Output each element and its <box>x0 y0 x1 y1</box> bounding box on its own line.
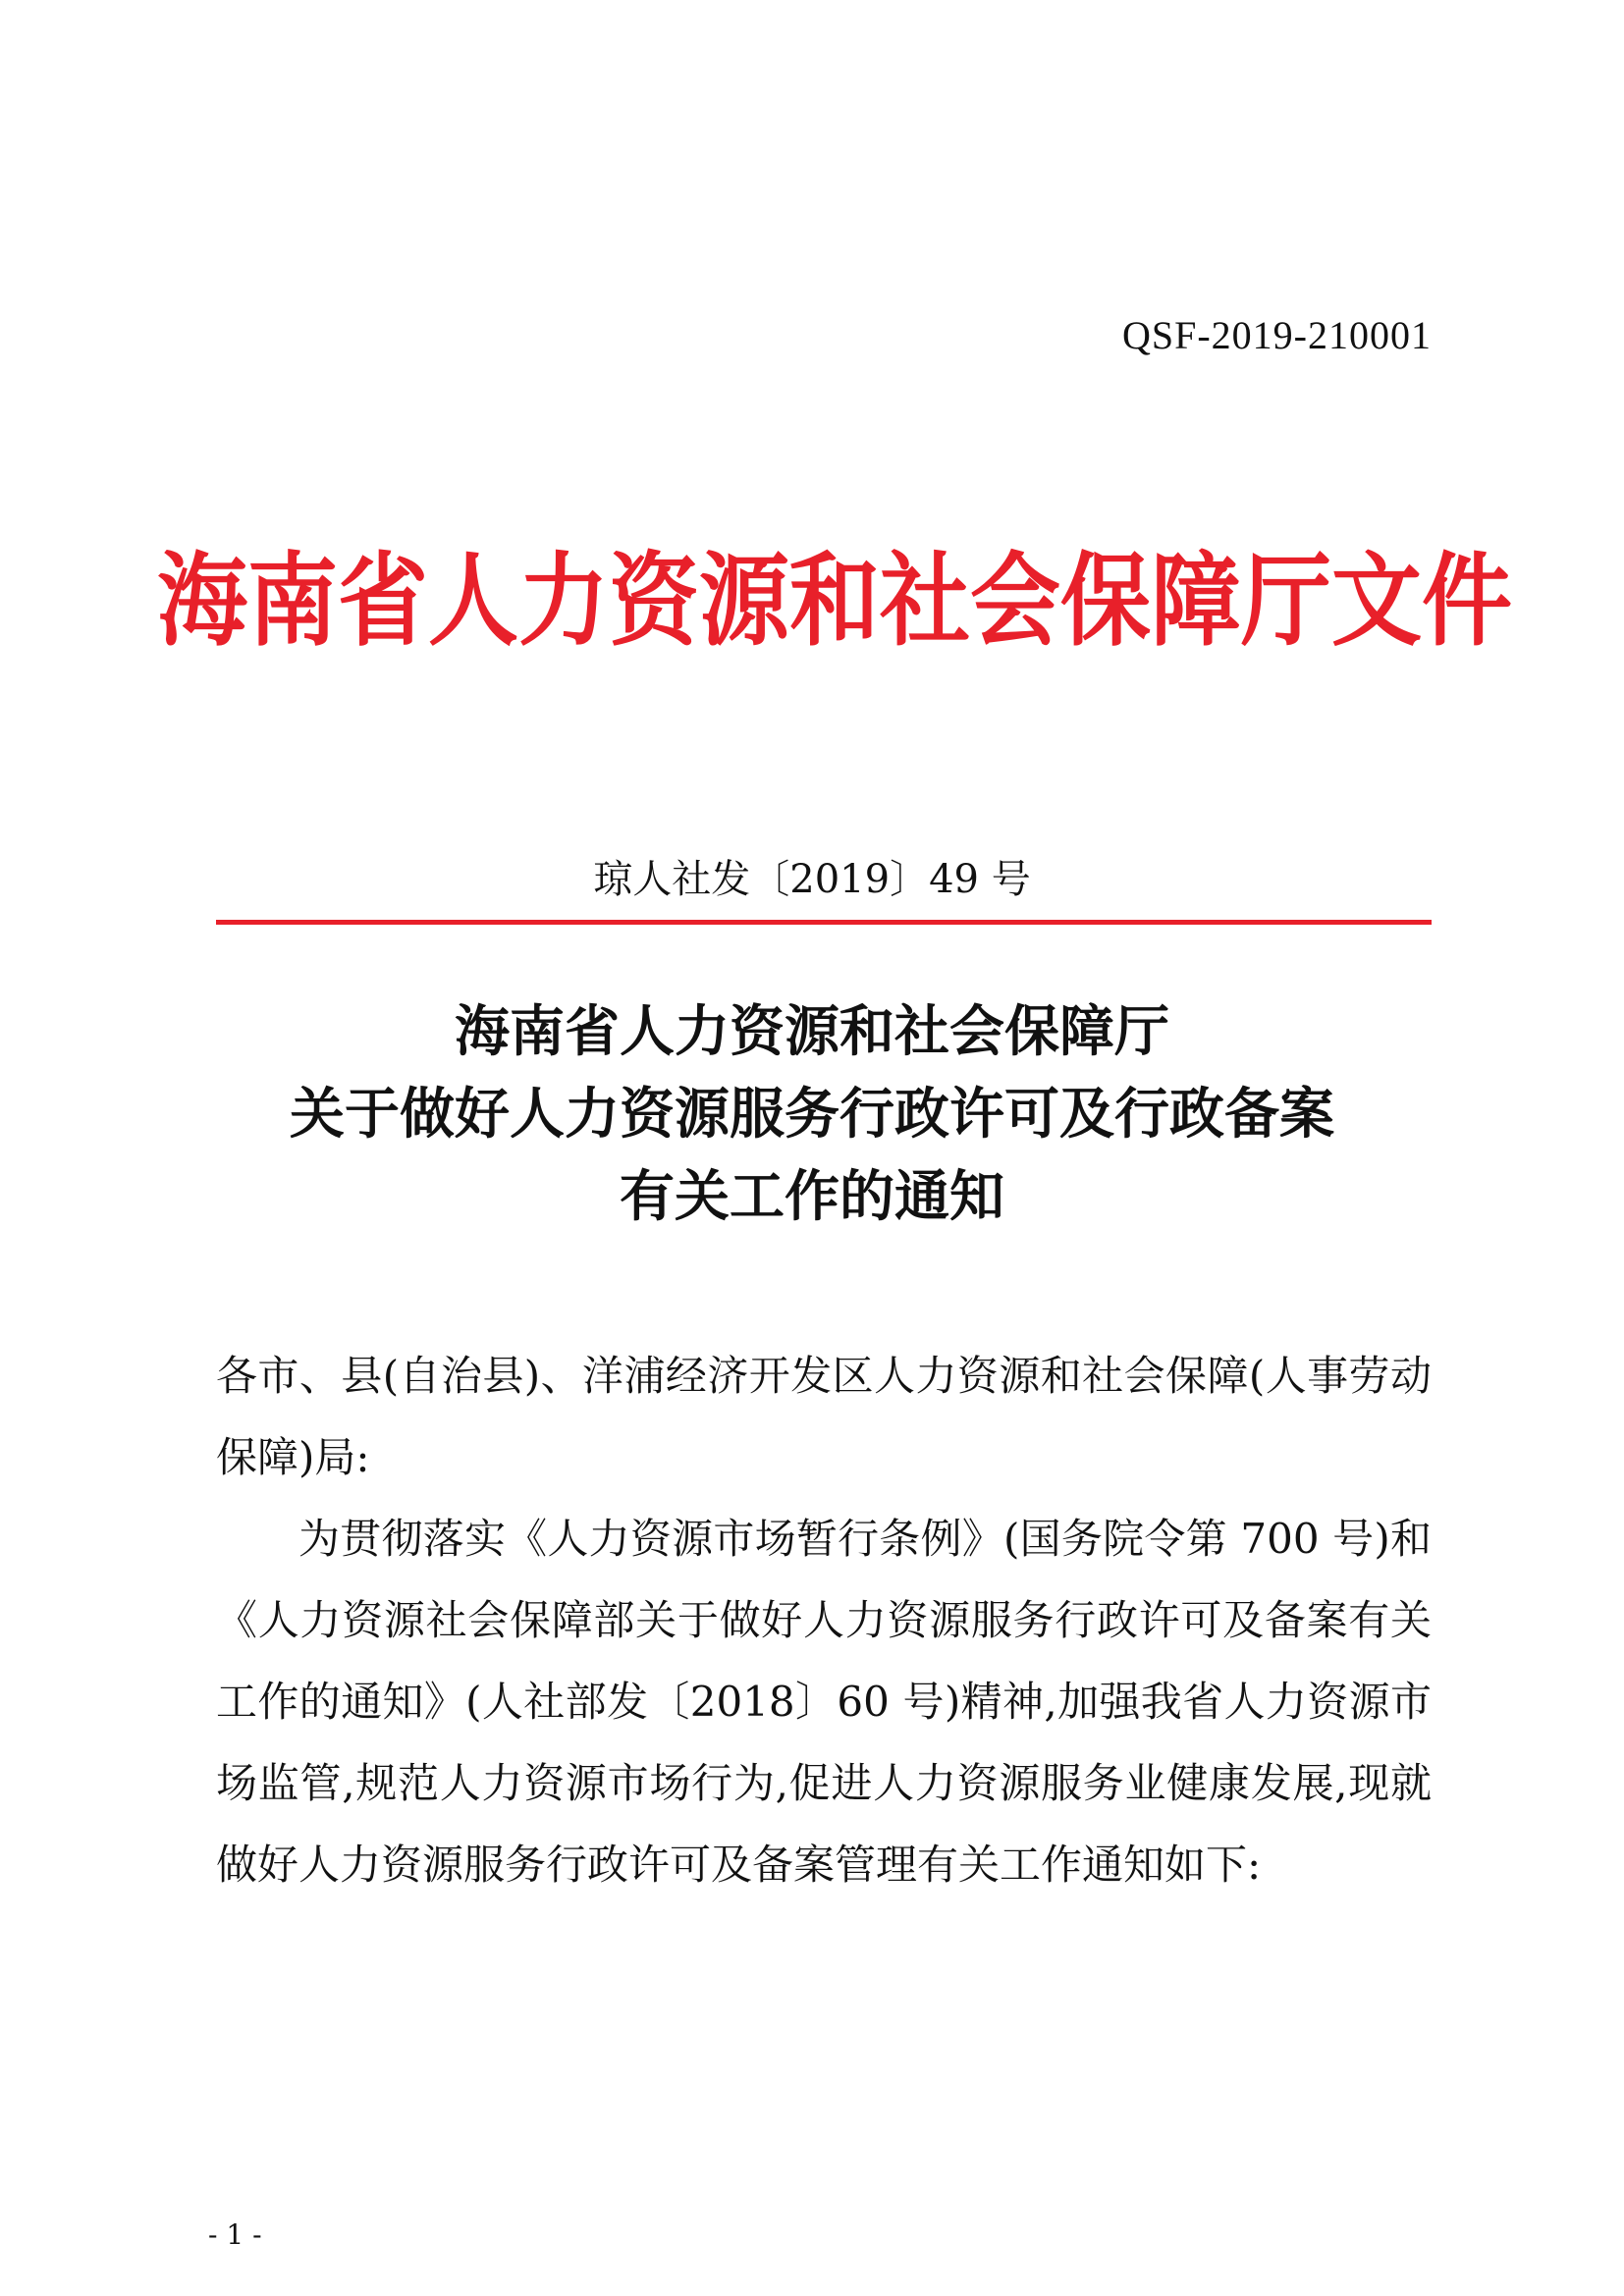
masthead-title: 海南省人力资源和社会保障厅文件 <box>157 542 1513 661</box>
salutation: 各市、县(自治县)、洋浦经济开发区人力资源和社会保障(人事劳动保障)局: <box>216 1352 1432 1481</box>
notice-body <box>216 1335 1432 1905</box>
document-number: 琼人社发〔2019〕49 号 <box>593 857 1031 902</box>
title-line: 有关工作的通知 <box>620 1165 1004 1229</box>
document-code: QSF-2019-210001 <box>1121 313 1432 357</box>
body-paragraph: 为贯彻落实《人力资源市场暂行条例》(国务院令第 700 号)和《人力资源社会保障部关于做好人力资源服务行政许可及备案有关工作的通知》(人社部发〔2018〕60 号)精神,加强我省人力资源市场监管,规范人力资源市场行为,促进人力资源服务业健康发展,现就做好人力资源服务行政许可及备案管理有关工作通知如下: <box>216 1515 1432 1889</box>
red-divider-line <box>216 920 1432 925</box>
page-number: - 1 - <box>208 2218 262 2251</box>
title-line: 海南省人力资源和社会保障厅 <box>455 1000 1169 1064</box>
title-line: 关于做好人力资源服务行政许可及行政备案 <box>290 1083 1334 1147</box>
notice-title <box>0 991 1624 1239</box>
